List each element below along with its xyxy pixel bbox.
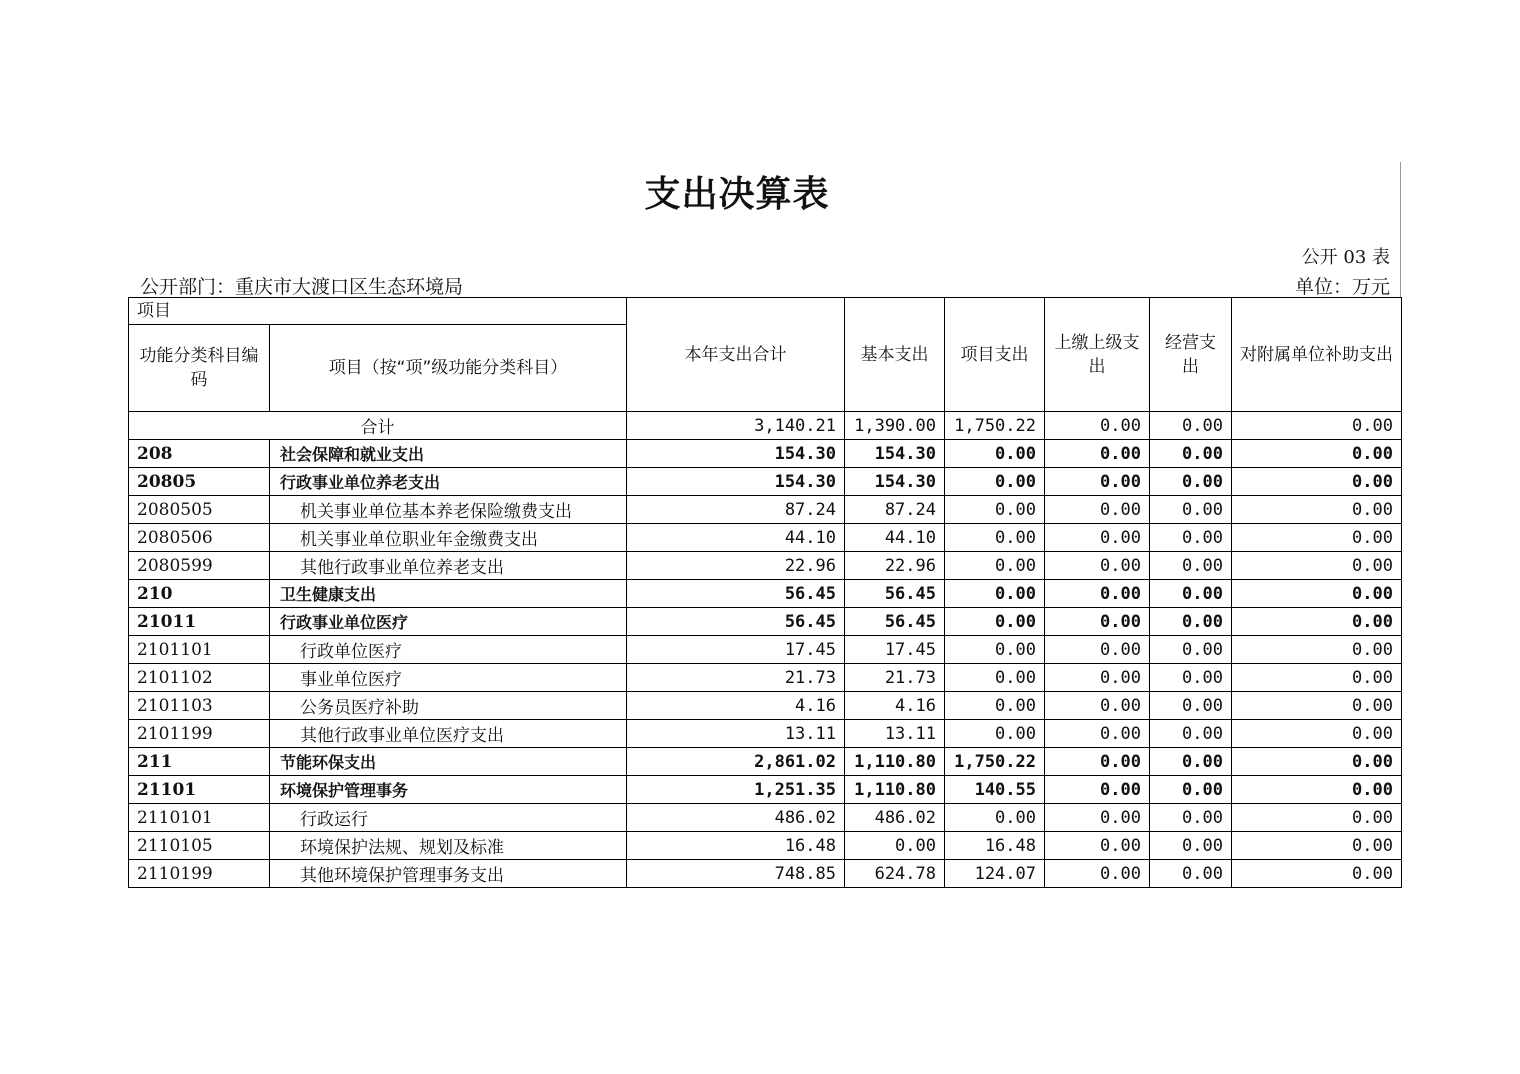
table-row (129, 860, 1402, 888)
row-value: 0.00 (1150, 552, 1232, 580)
row-value: 0.00 (1150, 524, 1232, 552)
total-cell: 0.00 (1150, 412, 1232, 440)
row-value: 4.16 (627, 692, 845, 720)
row-value: 0.00 (1232, 580, 1402, 608)
row-value: 0.00 (1150, 720, 1232, 748)
row-name: 公务员医疗补助 (270, 692, 627, 720)
row-value: 0.00 (1150, 608, 1232, 636)
row-code: 21011 (129, 608, 270, 636)
row-value: 0.00 (1045, 580, 1150, 608)
row-value: 140.55 (945, 776, 1045, 804)
row-value: 0.00 (1150, 692, 1232, 720)
header-basic: 基本支出 (845, 298, 945, 412)
row-value: 0.00 (1232, 552, 1402, 580)
row-name: 机关事业单位职业年金缴费支出 (270, 524, 627, 552)
row-value: 0.00 (1150, 440, 1232, 468)
row-value: 0.00 (1045, 804, 1150, 832)
table-row (129, 440, 1402, 468)
table-number: 公开 03 表 (1301, 247, 1390, 268)
row-value: 0.00 (945, 804, 1045, 832)
row-code: 2110199 (129, 860, 270, 888)
total-cell: 3,140.21 (627, 412, 845, 440)
row-code: 2101101 (129, 636, 270, 664)
row-value: 624.78 (845, 860, 945, 888)
row-value: 0.00 (1150, 776, 1232, 804)
row-value: 0.00 (1150, 496, 1232, 524)
header-project: 项目支出 (945, 298, 1045, 412)
unit-label: 单位：万元 (1294, 276, 1390, 298)
row-value: 17.45 (627, 636, 845, 664)
table-row (129, 552, 1402, 580)
total-cell: 1,750.22 (945, 412, 1045, 440)
row-value: 0.00 (945, 720, 1045, 748)
row-value: 0.00 (1150, 580, 1232, 608)
row-value: 0.00 (945, 664, 1045, 692)
row-value: 0.00 (1045, 692, 1150, 720)
document-title: 支出决算表 (644, 174, 830, 215)
expenditure-table (128, 297, 1402, 888)
row-name: 环境保护管理事务 (270, 776, 627, 804)
row-value: 0.00 (1045, 664, 1150, 692)
header-total: 本年支出合计 (627, 298, 845, 412)
row-value: 0.00 (945, 496, 1045, 524)
row-value: 0.00 (1045, 468, 1150, 496)
row-name: 事业单位医疗 (270, 664, 627, 692)
row-value: 1,251.35 (627, 776, 845, 804)
row-value: 4.16 (845, 692, 945, 720)
table-row (129, 664, 1402, 692)
total-label: 合计 (129, 412, 627, 440)
row-value: 0.00 (1232, 860, 1402, 888)
row-value: 17.45 (845, 636, 945, 664)
row-value: 486.02 (627, 804, 845, 832)
header-subsidy: 对附属单位补助支出 (1232, 298, 1402, 412)
department-label: 公开部门：重庆市大渡口区生态环境局 (140, 276, 464, 298)
table-row (129, 692, 1402, 720)
row-value: 13.11 (627, 720, 845, 748)
row-value: 0.00 (1232, 832, 1402, 860)
row-name: 其他行政事业单位养老支出 (270, 552, 627, 580)
row-code: 20805 (129, 468, 270, 496)
row-value: 0.00 (1232, 496, 1402, 524)
row-value: 56.45 (845, 580, 945, 608)
table-row (129, 776, 1402, 804)
row-value: 0.00 (1045, 748, 1150, 776)
header-group: 项目 (129, 298, 627, 325)
row-name: 其他行政事业单位医疗支出 (270, 720, 627, 748)
row-name: 行政事业单位医疗 (270, 608, 627, 636)
row-value: 0.00 (945, 692, 1045, 720)
row-value: 0.00 (1045, 440, 1150, 468)
row-value: 0.00 (1232, 468, 1402, 496)
row-value: 748.85 (627, 860, 845, 888)
row-value: 1,110.80 (845, 776, 945, 804)
row-value: 0.00 (1150, 804, 1232, 832)
row-code: 210 (129, 580, 270, 608)
row-value: 0.00 (945, 636, 1045, 664)
row-name: 节能环保支出 (270, 748, 627, 776)
row-value: 13.11 (845, 720, 945, 748)
row-code: 2080505 (129, 496, 270, 524)
table-row (129, 636, 1402, 664)
row-code: 2110101 (129, 804, 270, 832)
row-value: 0.00 (1045, 608, 1150, 636)
table-row (129, 580, 1402, 608)
row-value: 44.10 (627, 524, 845, 552)
row-code: 211 (129, 748, 270, 776)
row-value: 154.30 (627, 440, 845, 468)
row-value: 2,861.02 (627, 748, 845, 776)
row-name: 行政单位医疗 (270, 636, 627, 664)
row-value: 0.00 (1232, 692, 1402, 720)
row-value: 0.00 (1150, 748, 1232, 776)
row-code: 2101102 (129, 664, 270, 692)
row-value: 0.00 (1150, 664, 1232, 692)
total-cell: 1,390.00 (845, 412, 945, 440)
row-name: 社会保障和就业支出 (270, 440, 627, 468)
row-value: 44.10 (845, 524, 945, 552)
row-value: 0.00 (1232, 524, 1402, 552)
header-name: 项目（按“项”级功能分类科目） (270, 325, 627, 412)
header-code: 功能分类科目编码 (129, 325, 270, 412)
table-row (129, 720, 1402, 748)
row-value: 0.00 (1150, 860, 1232, 888)
row-value: 56.45 (627, 580, 845, 608)
row-name: 行政事业单位养老支出 (270, 468, 627, 496)
row-code: 2080599 (129, 552, 270, 580)
row-name: 行政运行 (270, 804, 627, 832)
row-value: 56.45 (845, 608, 945, 636)
table-row (129, 524, 1402, 552)
row-value: 0.00 (945, 552, 1045, 580)
row-value: 21.73 (845, 664, 945, 692)
table-row (129, 804, 1402, 832)
row-value: 0.00 (1232, 748, 1402, 776)
row-value: 0.00 (1150, 468, 1232, 496)
row-value: 0.00 (945, 440, 1045, 468)
row-value: 0.00 (1045, 720, 1150, 748)
row-code: 2110105 (129, 832, 270, 860)
row-value: 0.00 (1232, 636, 1402, 664)
total-cell: 0.00 (1232, 412, 1402, 440)
row-value: 1,750.22 (945, 748, 1045, 776)
total-cell: 0.00 (1045, 412, 1150, 440)
header-upper: 上缴上级支出 (1045, 298, 1150, 412)
row-value: 0.00 (1045, 776, 1150, 804)
row-value: 0.00 (1045, 636, 1150, 664)
row-code: 2080506 (129, 524, 270, 552)
row-value: 124.07 (945, 860, 1045, 888)
row-value: 0.00 (945, 468, 1045, 496)
row-name: 机关事业单位基本养老保险缴费支出 (270, 496, 627, 524)
table-row (129, 496, 1402, 524)
row-value: 21.73 (627, 664, 845, 692)
row-value: 0.00 (1232, 608, 1402, 636)
row-name: 环境保护法规、规划及标准 (270, 832, 627, 860)
row-value: 0.00 (1150, 832, 1232, 860)
row-value: 0.00 (945, 524, 1045, 552)
row-value: 0.00 (1232, 720, 1402, 748)
row-value: 0.00 (845, 832, 945, 860)
row-name: 卫生健康支出 (270, 580, 627, 608)
row-code: 208 (129, 440, 270, 468)
row-value: 0.00 (1045, 524, 1150, 552)
row-value: 0.00 (1232, 804, 1402, 832)
row-value: 0.00 (1045, 552, 1150, 580)
table-row (129, 832, 1402, 860)
table-row (129, 748, 1402, 776)
row-code: 2101199 (129, 720, 270, 748)
row-value: 0.00 (1150, 636, 1232, 664)
row-value: 16.48 (945, 832, 1045, 860)
row-value: 154.30 (845, 468, 945, 496)
row-value: 0.00 (1232, 440, 1402, 468)
row-value: 154.30 (845, 440, 945, 468)
table-row (129, 608, 1402, 636)
total-row (129, 412, 1402, 440)
row-value: 0.00 (1045, 860, 1150, 888)
row-value: 486.02 (845, 804, 945, 832)
row-value: 0.00 (1045, 832, 1150, 860)
row-value: 22.96 (627, 552, 845, 580)
row-value: 0.00 (1045, 496, 1150, 524)
row-value: 0.00 (945, 580, 1045, 608)
margin-line (1400, 162, 1401, 298)
row-code: 2101103 (129, 692, 270, 720)
row-value: 0.00 (1232, 776, 1402, 804)
row-value: 87.24 (627, 496, 845, 524)
row-value: 16.48 (627, 832, 845, 860)
row-value: 1,110.80 (845, 748, 945, 776)
row-value: 56.45 (627, 608, 845, 636)
table-row (129, 468, 1402, 496)
row-value: 154.30 (627, 468, 845, 496)
row-value: 0.00 (945, 608, 1045, 636)
header-business: 经营支出 (1150, 298, 1232, 412)
row-value: 22.96 (845, 552, 945, 580)
row-value: 87.24 (845, 496, 945, 524)
row-value: 0.00 (1232, 664, 1402, 692)
row-code: 21101 (129, 776, 270, 804)
row-name: 其他环境保护管理事务支出 (270, 860, 627, 888)
